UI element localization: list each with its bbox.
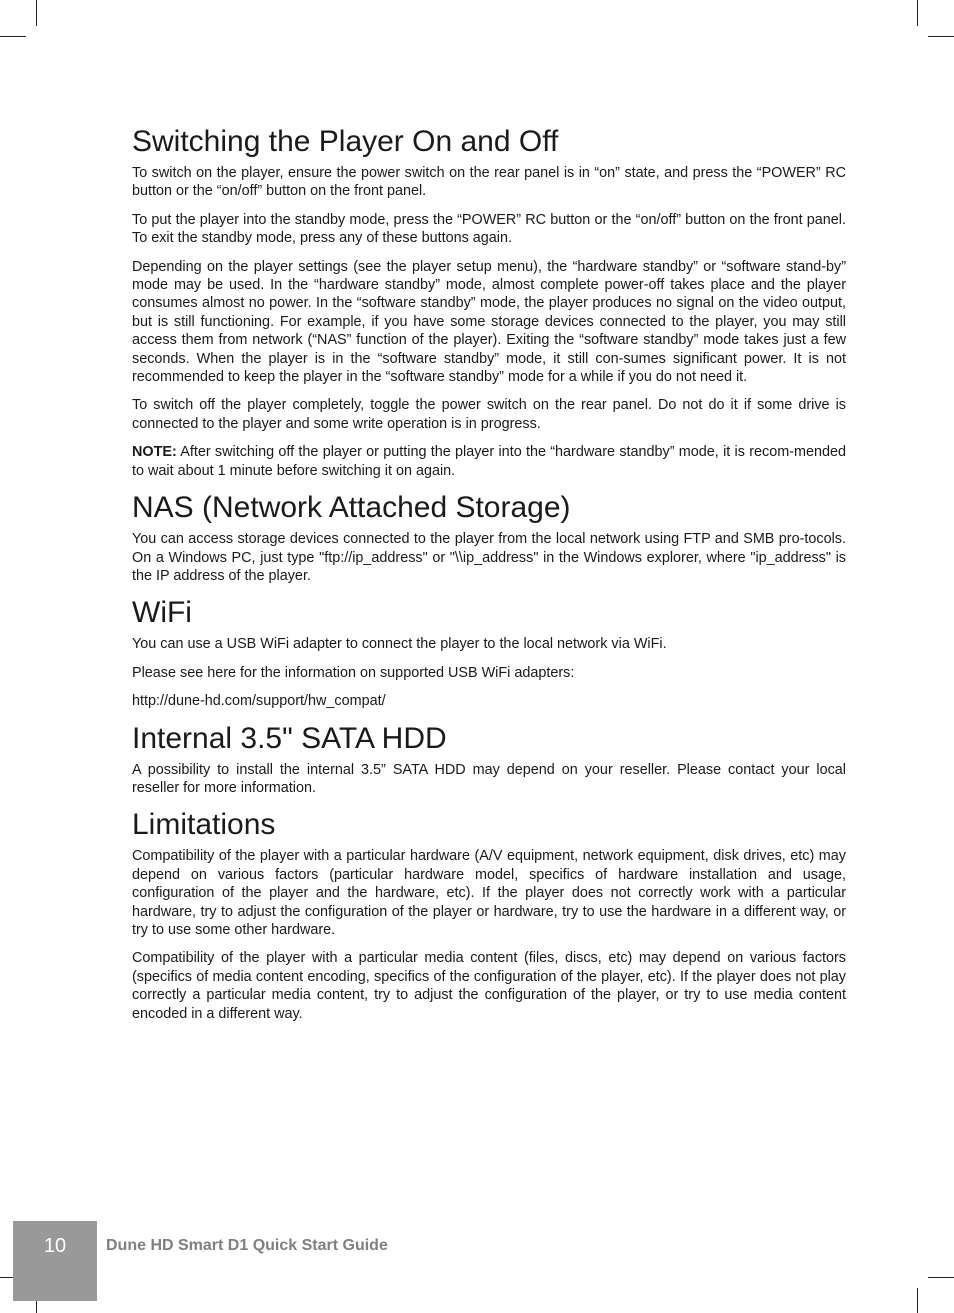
crop-mark xyxy=(36,0,37,26)
paragraph: You can use a USB WiFi adapter to connect the player to the local network via WiFi. xyxy=(132,636,667,653)
crop-mark xyxy=(917,1288,918,1313)
crop-mark xyxy=(0,36,26,37)
section-heading-sata-hdd: Internal 3.5" SATA HDD xyxy=(132,721,447,755)
paragraph: Depending on the player settings (see the player setup menu), the “hardware standby” or “software stand-by” mode may be used. In the “hardware standby” mode, almost complete power-off takes place and the player consumes almost no power. In the “software standby” mode, the player produces no signal on the video output, but is still functioning. For example, if you have some storage devices connected to the player, you may still access them from network (“NAS” function of the player). Exiting the “software standby” mode takes just a few seconds. When the player is in the “software standby” mode, it still con-sumes significant power. It is not recommended to keep the player in the “software standby” mode for a while if you do not need it. xyxy=(132,258,846,386)
page-number: 10 xyxy=(43,1235,67,1257)
note-text: After switching off the player or putting the player into the “hardware standby” mode, it is recom-mended to wait about 1 minute before switching it on again. xyxy=(132,444,846,479)
footer-guide-title: Dune HD Smart D1 Quick Start Guide xyxy=(106,1237,388,1254)
section-heading-nas: NAS (Network Attached Storage) xyxy=(132,491,571,525)
paragraph: Please see here for the information on supported USB WiFi adapters: xyxy=(132,664,575,681)
page-number-box xyxy=(13,1221,97,1301)
paragraph: To switch on the player, ensure the power switch on the rear panel is in “on” state, and press the “POWER” RC button or the “on/off” button on the front panel. xyxy=(132,165,846,200)
section-heading-limitations: Limitations xyxy=(132,808,276,842)
paragraph: To put the player into the standby mode, press the “POWER” RC button or the “on/off” button on the front panel. To exit the standby mode, press any of these buttons again. xyxy=(132,211,846,247)
crop-mark xyxy=(917,0,918,26)
paragraph: To switch off the player completely, toggle the power switch on the rear panel. Do not do it if some drive is connected to the player and some write operation is in progress. xyxy=(132,397,846,432)
note-label: NOTE: xyxy=(132,444,177,461)
paragraph: You can access storage devices connected to the player from the local network using FTP and SMB pro-tocols. On a Windows PC, just type "ftp://ip_address" or "\\ip_address" in the Windows explorer, where "ip_address" is the IP address of the player. xyxy=(132,531,846,584)
paragraph: A possibility to install the internal 3.5” SATA HDD may depend on your reseller. Please contact your local reseller for more information. xyxy=(132,761,846,796)
paragraph: Compatibility of the player with a particular media content (files, discs, etc) may depend on various factors (specifics of media content encoding, specifics of the configuration of the player, etc). If the player does not play correctly a particular media content, try to adjust the configuration of the player, or try to use media content encoded in a different way. xyxy=(132,950,846,1022)
section-heading-wifi: WiFi xyxy=(132,596,192,630)
page-content xyxy=(132,124,846,1033)
paragraph: Compatibility of the player with a particular hardware (A/V equipment, network equipment, disk drives, etc) may depend on various factors (particular hardware model, specifics of hardware installation and usage, configuration of the player and the hardware, etc). If the player does not correctly work with a particular hardware, try to adjust the configuration of the player or hardware, try to use the hardware in a different way, or try to use some other hardware. xyxy=(132,848,846,938)
url-text: http://dune-hd.com/support/hw_compat/ xyxy=(132,693,386,710)
section-heading-switching: Switching the Player On and Off xyxy=(132,125,559,158)
note-paragraph xyxy=(132,443,846,480)
crop-mark xyxy=(928,1277,954,1278)
crop-mark xyxy=(928,36,954,37)
